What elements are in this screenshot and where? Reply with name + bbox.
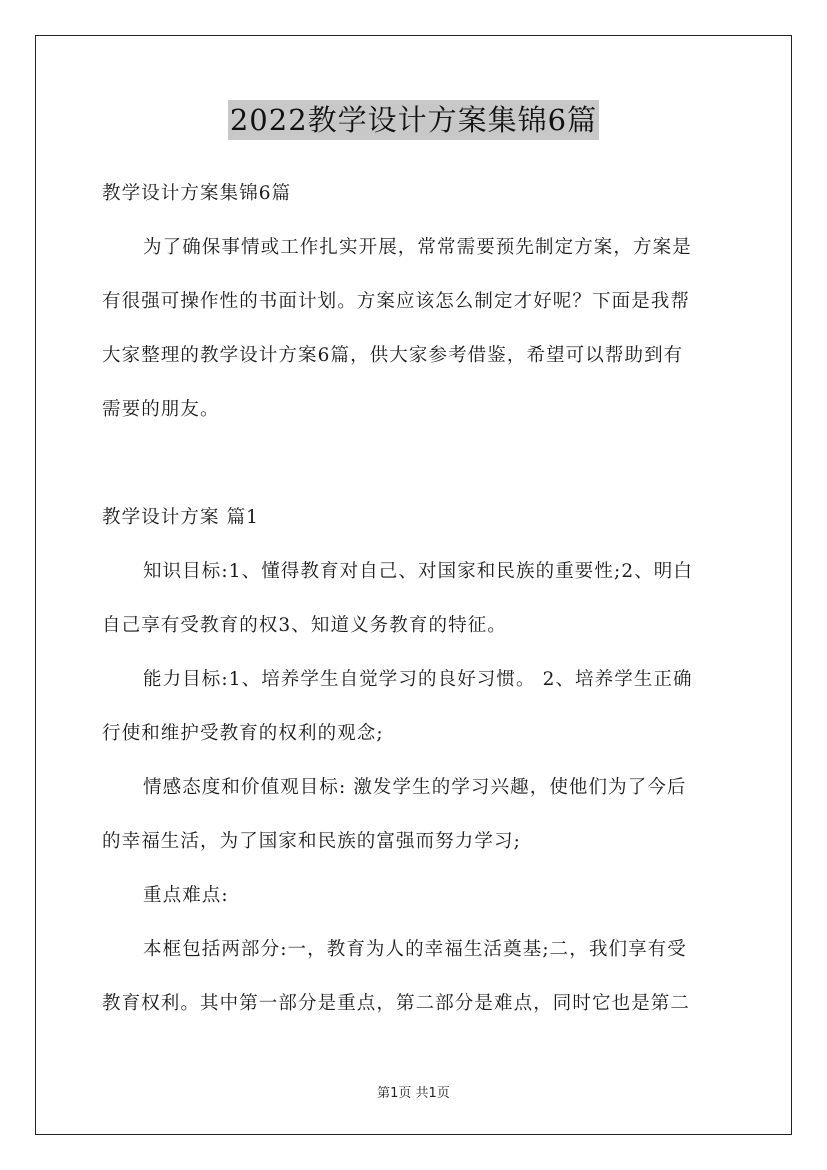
intro-line-3: 大家整理的教学设计方案6篇，供大家参考借鉴，希望可以帮助到有 [102,345,684,366]
intro-line-1: 为了确保事情或工作扎实开展，常常需要预先制定方案，方案是 [143,237,692,258]
document-title: 2022教学设计方案集锦6篇 [228,100,599,140]
knowledge-goal-line-2: 自己享有受教育的权3、知道义务教育的特征。 [102,615,507,636]
intro-line-2: 有很强可操作性的书面计划。方案应该怎么制定才好呢？下面是我帮 [102,291,691,312]
blank-spacer [102,444,728,498]
framework-line-2: 教育权利。其中第一部分是重点，第二部分是难点，同时它也是第二 [102,993,691,1014]
document-subtitle: 教学设计方案集锦6篇 [102,183,292,204]
knowledge-goal-line-1: 知识目标:1、懂得教育对自己、对国家和民族的重要性;2、明白 [143,561,694,582]
title-wrapper [0,100,827,140]
intro-line-4: 需要的朋友。 [102,399,220,420]
section-title: 教学设计方案 篇1 [102,507,260,528]
emotion-goal-line-1: 情感态度和价值观目标: 激发学生的学习兴趣，使他们为了今后 [143,777,687,798]
emotion-goal-line-2: 的幸福生活，为了国家和民族的富强而努力学习; [102,831,521,852]
ability-goal-line-1: 能力目标:1、培养学生自觉学习的良好习惯。 2、培养学生正确 [143,669,693,690]
key-points-label: 重点难点: [143,885,229,906]
document-body [102,174,728,1038]
page-number-footer: 第1页 共1页 [377,1086,450,1101]
ability-goal-line-2: 行使和维护受教育的权利的观念; [102,723,384,744]
framework-line-1: 本框包括两部分:一，教育为人的幸福生活奠基;二，我们享有受 [143,939,687,960]
